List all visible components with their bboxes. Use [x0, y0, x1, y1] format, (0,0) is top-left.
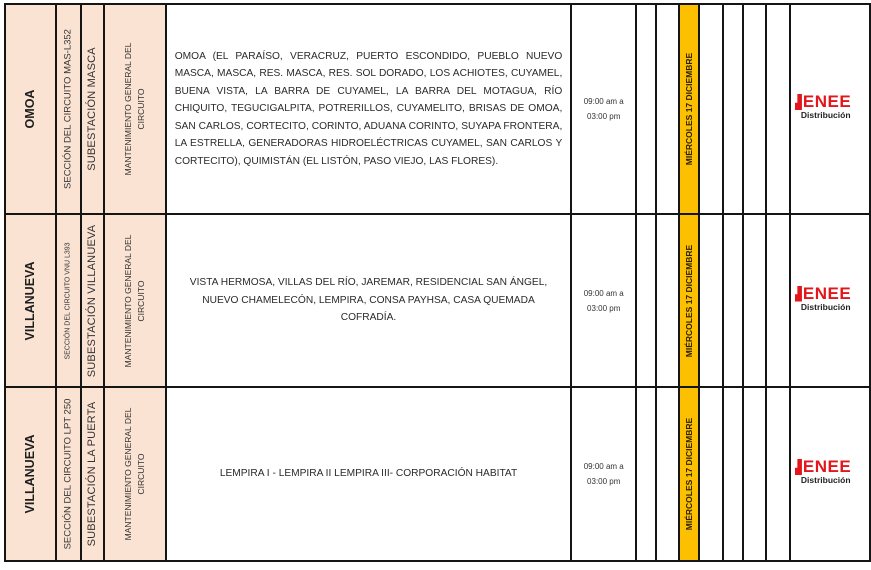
- empty-cell: [656, 214, 679, 387]
- municipality-cell: [5, 387, 56, 561]
- date-label: MIÉRCOLES 17 DICIEMBRE: [684, 244, 695, 357]
- logo-cell: [790, 214, 870, 387]
- empty-cell: [743, 214, 766, 387]
- empty-cell: [743, 387, 766, 561]
- enee-logo: ENEE Distribución: [791, 459, 851, 485]
- logo-cell: [790, 387, 870, 561]
- date-cell: [679, 387, 699, 561]
- enee-logo-icon: [795, 286, 802, 302]
- date-label: MIÉRCOLES 17 DICIEMBRE: [684, 417, 695, 531]
- time-cell: [571, 4, 636, 214]
- time-range: 09:00 am a 03:00 pm: [583, 97, 624, 121]
- work-cell: [104, 214, 166, 387]
- enee-logo-icon: [795, 459, 802, 475]
- empty-cell: [636, 214, 656, 387]
- substation-label: SUBESTACIÓN LA PUERTA: [86, 401, 99, 547]
- table-row: [5, 4, 870, 214]
- date-cell: [679, 4, 699, 214]
- work-description: MANTENIMIENTO GENERAL DEL CIRCUITO: [122, 407, 146, 541]
- empty-cell: [766, 214, 790, 387]
- empty-cell: [723, 214, 743, 387]
- table-row: [5, 387, 870, 561]
- empty-cell: [723, 387, 743, 561]
- substation-label: SUBESTACIÓN VILLANUEVA: [86, 224, 99, 377]
- municipality-label: VILLANUEVA: [23, 261, 38, 340]
- empty-cell: [636, 387, 656, 561]
- empty-cell: [656, 387, 679, 561]
- time-cell: [571, 387, 636, 561]
- time-range: 09:00 am a 03:00 pm: [583, 462, 624, 486]
- empty-cell: [699, 4, 723, 214]
- empty-cell: [766, 387, 790, 561]
- municipality-label: VILLANUEVA: [23, 434, 38, 514]
- work-cell: [104, 387, 166, 561]
- enee-logo: ENEE Distribución: [791, 94, 851, 120]
- enee-logo-icon: [795, 94, 802, 110]
- section-cell: [56, 214, 81, 387]
- empty-cell: [656, 4, 679, 214]
- empty-cell: [699, 214, 723, 387]
- time-range: 09:00 am a 03:00 pm: [583, 288, 624, 313]
- circuit-section-label: SECCIÓN DEL CIRCUITO VNU L393: [64, 241, 72, 360]
- areas-cell: [166, 387, 572, 561]
- empty-cell: [699, 387, 723, 561]
- circuit-section-label: SECCIÓN DEL CIRCUITO MAS-L352: [62, 29, 74, 189]
- empty-cell: [723, 4, 743, 214]
- empty-cell: [636, 4, 656, 214]
- work-description: MANTENIMIENTO GENERAL DEL CIRCUITO: [122, 42, 146, 176]
- areas-cell: [166, 4, 572, 214]
- municipality-cell: [5, 214, 56, 387]
- empty-cell: [766, 4, 790, 214]
- areas-cell: [166, 214, 572, 387]
- work-description: MANTENIMIENTO GENERAL DEL CIRCUITO: [122, 234, 146, 367]
- affected-areas: OMOA (EL PARAÍSO, VERACRUZ, PUERTO ESCONDIDO, PUEBLO NUEVO MASCA, MASCA, RES. MASCA, RES. SOL DORADO, LOS ACHIOTES, CUYAMEL, BUENA VISTA, LA BARRA DE CUYAMEL, LA BARRA DEL MOTAGUA, RÍO CHIQUITO, TEGUCIGALPITA, POTRERILLOS, CUYAMELITO, BRISAS DE OMOA, SAN CARLOS, CORTECITO, CORINTO, ADUANA CORINTO, SUYAPA FRONTERA, LA ESTRELLA, GENERADORAS HIDROELÉCTRICAS CUYAMEL, SAN CARLOS Y CORTECITO), QUIMISTÁN (EL LISTÓN, PASO VIEJO, LAS FLORES).: [174, 50, 563, 167]
- substation-label: SUBESTACIÓN MASCA: [86, 47, 99, 171]
- date-label: MIÉRCOLES 17 DICIEMBRE: [684, 52, 695, 166]
- work-cell: [104, 4, 166, 214]
- empty-cell: [743, 4, 766, 214]
- logo-cell: [790, 4, 870, 214]
- municipality-cell: [5, 4, 56, 214]
- section-cell: [56, 4, 81, 214]
- date-cell: [679, 214, 699, 387]
- substation-cell: [81, 214, 104, 387]
- enee-logo: ENEE Distribución: [791, 286, 851, 312]
- outage-schedule-table: [4, 3, 871, 562]
- substation-cell: [81, 4, 104, 214]
- substation-cell: [81, 387, 104, 561]
- municipality-label: OMOA: [23, 89, 38, 129]
- affected-areas: LEMPIRA I - LEMPIRA II LEMPIRA III- CORPORACIÓN HABITAT: [219, 468, 518, 480]
- circuit-section-label: SECCIÓN DEL CIRCUITO LPT 250: [62, 398, 74, 550]
- time-cell: [571, 214, 636, 387]
- table-row: [5, 214, 870, 387]
- section-cell: [56, 387, 81, 561]
- affected-areas: VISTA HERMOSA, VILLAS DEL RÍO, JAREMAR, RESIDENCIAL SAN ÁNGEL, NUEVO CHAMELECÓN, LEMPIRA, CONSA PAYHSA, CASA QUEMADA COFRADÍA.: [189, 277, 548, 324]
